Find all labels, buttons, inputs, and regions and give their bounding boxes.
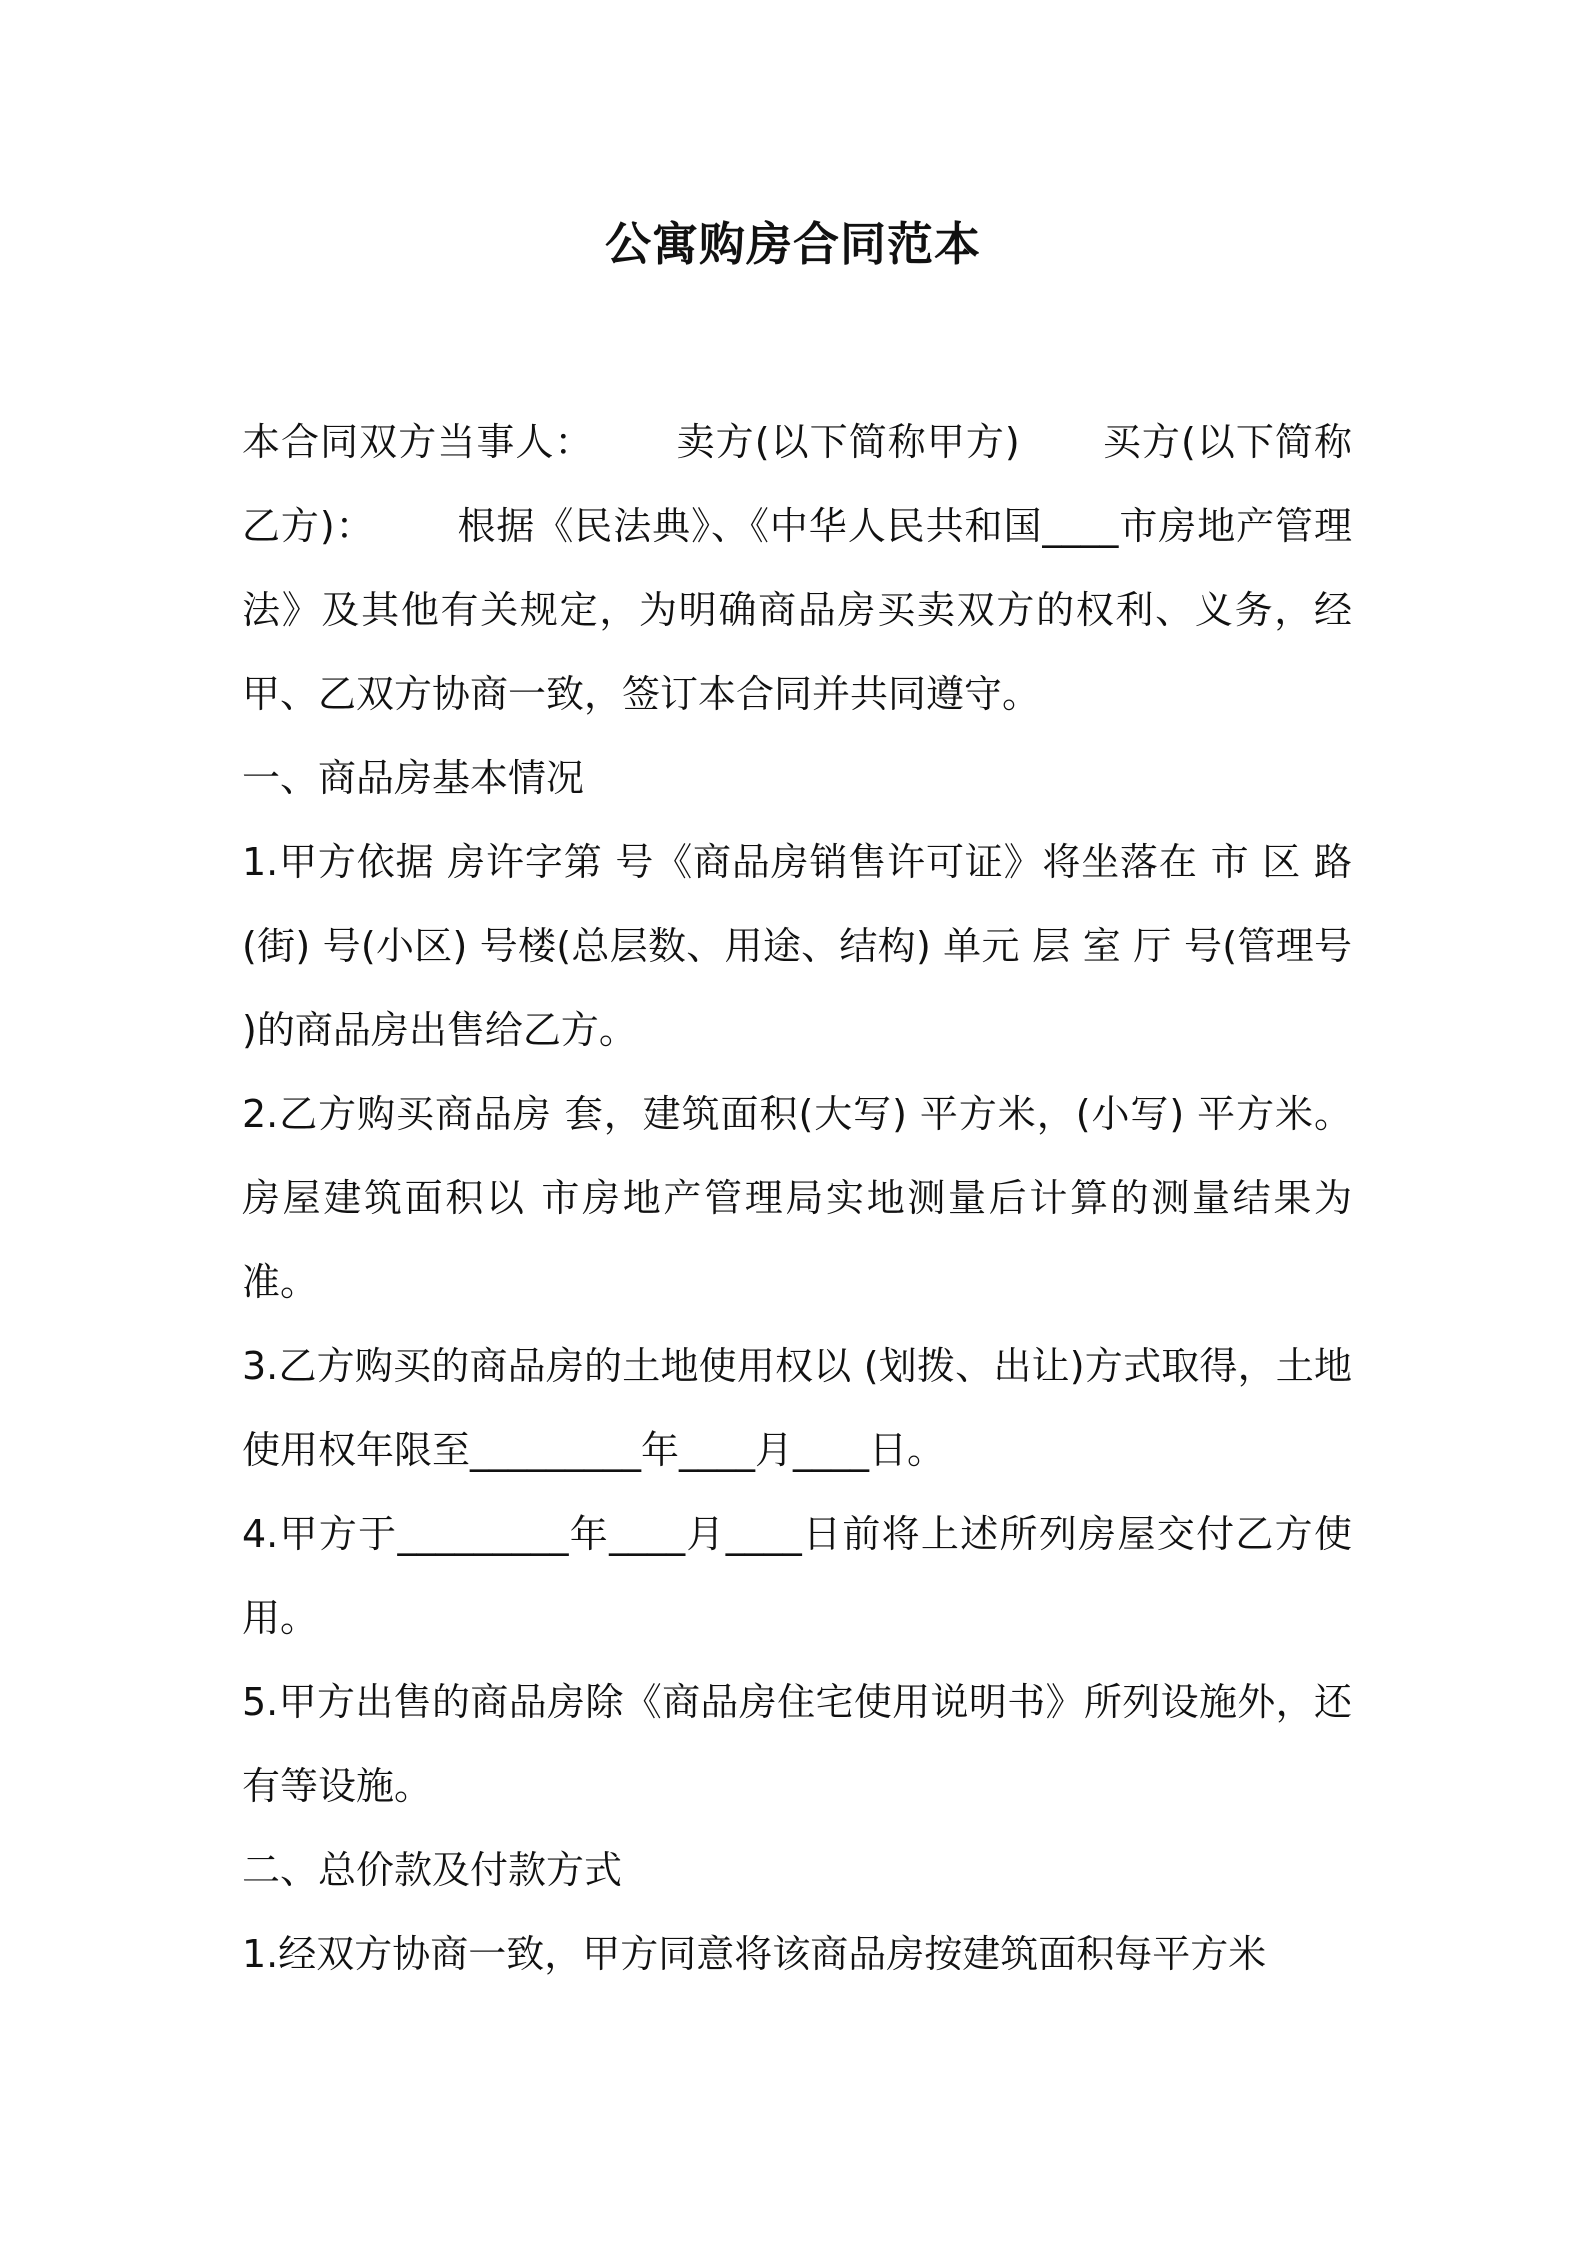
buyer-label: 买方(以下简称乙方)： [242,420,1352,548]
clause-1-5: 5.甲方出售的商品房除《商品房住宅使用说明书》所列设施外，还有等设施。 [242,1680,1352,1808]
clause-1-4: 4.甲方于_________年____月____日前将上述所列房屋交付乙方使用。 [242,1512,1352,1640]
document-body [242,400,1352,1996]
parties-lead: 本合同双方当事人： [242,420,594,464]
document-title: 公寓购房合同范本 [605,217,981,271]
section-heading-basic-info: 一、商品房基本情况 [242,756,585,800]
seller-label: 卖方(以下简称甲方) [675,420,1020,464]
clause-1-1: 1.甲方依据 房许字第 号《商品房销售许可证》将坐落在 市 区 路(街) 号(小区) 号楼(总层数、用途、结构) 单元 层 室 厅 号(管理号 )的商品房出售给乙方。 [242,840,1352,1052]
clause-1-3: 3.乙方购买的商品房的土地使用权以 (划拨、出让)方式取得，土地使用权年限至_________年____月____日。 [242,1344,1352,1472]
clause-2-1: 1.经双方协商一致，甲方同意将该商品房按建筑面积每平方米 [242,1932,1267,1976]
clause-1-2: 2.乙方购买商品房 套，建筑面积(大写) 平方米，(小写) 平方米。房屋建筑面积以 市房地产管理局实地测量后计算的测量结果为准。 [242,1092,1352,1304]
contract-basis: 根据《民法典》、《中华人民共和国____市房地产管理法》及其他有关规定，为明确商品房买卖双方的权利、义务，经甲、乙双方协商一致，签订本合同并共同遵守。 [242,504,1352,716]
intro-paragraph [242,400,1352,736]
section-heading-price-payment: 二、总价款及付款方式 [242,1848,623,1892]
